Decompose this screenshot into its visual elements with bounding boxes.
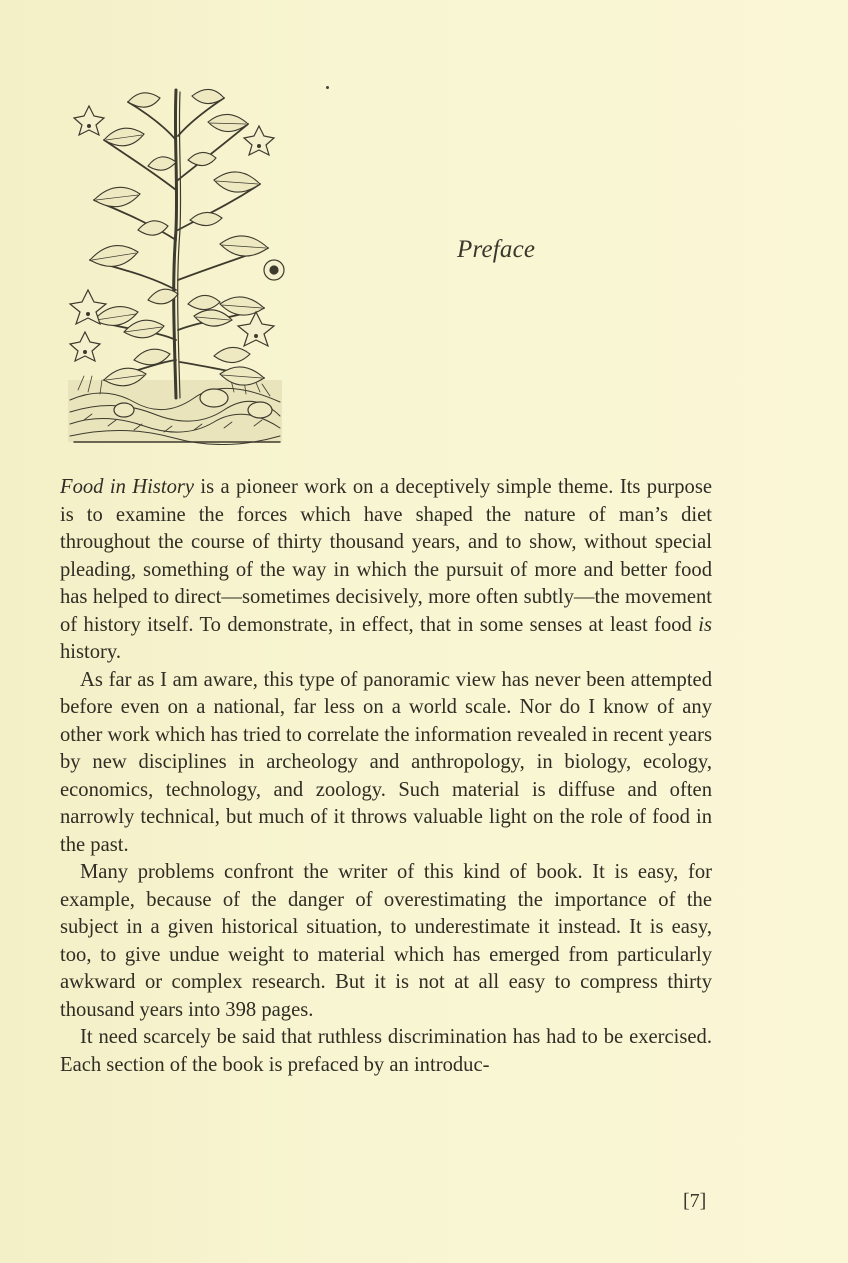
body-paragraph bbox=[60, 859, 712, 1024]
italic-text: is bbox=[698, 613, 712, 636]
body-text bbox=[60, 474, 712, 1079]
paragraph-text: Many problems confront the writer of this kind of book. It is easy, for example, because of the danger of overestimating the importance of the subject in a given historical situation, to underestimate it instead. It is easy, too, to give undue weight to material which has emerged from particularly awkward or complex research. But it is not at all easy to compress thirty thousand years into 398 pages. bbox=[60, 861, 712, 1021]
page-number: [7] bbox=[683, 1190, 707, 1212]
paragraph-text: history. bbox=[60, 641, 122, 663]
paragraph-text: It need scarcely be said that ruthless discrimination has had to be exercised. Each section of the book is prefaced by an introduc- bbox=[60, 1026, 712, 1076]
chapter-heading: Preface bbox=[457, 236, 536, 263]
paragraph-text: As far as I am aware, this type of panoramic view has never been attempted before even on a national, far less on a world scale. Nor do I know of any other work which has tried to correlate the information revealed in recent years by new disciplines in archeology and anthropology, in biology, ecology, economics, technology, and zoology. Such material is diffuse and often narrowly technical, but much of it throws valuable light on the role of food in the past. bbox=[60, 668, 712, 856]
woodcut-plant-illustration bbox=[64, 80, 286, 445]
body-paragraph bbox=[60, 474, 712, 667]
italic-text: Food in History bbox=[60, 476, 195, 498]
body-paragraph bbox=[60, 667, 712, 860]
ink-speck bbox=[326, 86, 329, 89]
paragraph-text: is a pioneer work on a deceptively simple theme. Its purpose is to examine the forces which have shaped the nature of man’s diet throughout the course of thirty thousand years, and to show, without special pleading, something of the way in which the pursuit of more and better food has helped to direct—sometimes decisively, more often subtly—the movement of history itself. To demonstrate, in effect, that in some senses at least food bbox=[60, 476, 712, 636]
body-paragraph bbox=[60, 1024, 712, 1079]
